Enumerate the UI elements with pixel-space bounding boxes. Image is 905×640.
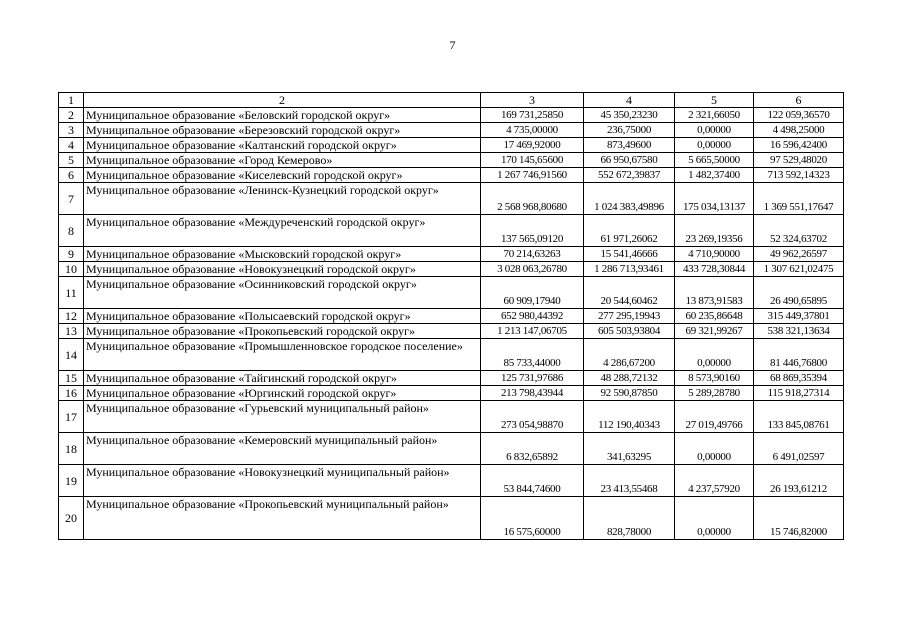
row-number: 15 [59, 371, 84, 386]
value-cell: 4 237,57920 [675, 465, 754, 497]
municipality-name: Муниципальное образование «Междуреченский городской округ» [84, 215, 481, 247]
table-row [59, 123, 844, 138]
value-cell: 170 145,65600 [481, 153, 584, 168]
table-row [59, 324, 844, 339]
table-row [59, 215, 844, 247]
value-cell: 23 413,55468 [584, 465, 675, 497]
table-row [59, 277, 844, 309]
row-number: 6 [59, 168, 84, 183]
row-number: 17 [59, 401, 84, 433]
value-cell: 45 350,23230 [584, 108, 675, 123]
table-row [59, 433, 844, 465]
value-cell: 69 321,99267 [675, 324, 754, 339]
municipality-name: Муниципальное образование «Юргинский городской округ» [84, 386, 481, 401]
value-cell: 652 980,44392 [481, 309, 584, 324]
row-number: 14 [59, 339, 84, 371]
column-header: 4 [584, 93, 675, 108]
value-cell: 0,00000 [675, 138, 754, 153]
value-cell: 66 950,67580 [584, 153, 675, 168]
table-row [59, 465, 844, 497]
value-cell: 0,00000 [675, 497, 754, 540]
value-cell: 538 321,13634 [754, 324, 844, 339]
municipal-table [58, 92, 844, 540]
municipality-name: Муниципальное образование «Прокопьевский муниципальный район» [84, 497, 481, 540]
value-cell: 4 498,25000 [754, 123, 844, 138]
value-cell: 5 289,28780 [675, 386, 754, 401]
row-number: 20 [59, 497, 84, 540]
value-cell: 0,00000 [675, 123, 754, 138]
table-row [59, 138, 844, 153]
value-cell: 115 918,27314 [754, 386, 844, 401]
municipality-name: Муниципальное образование «Новокузнецкий городской округ» [84, 262, 481, 277]
value-cell: 3 028 063,26780 [481, 262, 584, 277]
value-cell: 6 832,65892 [481, 433, 584, 465]
municipality-name: Муниципальное образование «Тайгинский городской округ» [84, 371, 481, 386]
value-cell: 60 235,86648 [675, 309, 754, 324]
value-cell: 433 728,30844 [675, 262, 754, 277]
municipality-name: Муниципальное образование «Гурьевский муниципальный район» [84, 401, 481, 433]
value-cell: 61 971,26062 [584, 215, 675, 247]
value-cell: 0,00000 [675, 339, 754, 371]
value-cell: 15 541,46666 [584, 247, 675, 262]
municipality-name: Муниципальное образование «Полысаевский городской округ» [84, 309, 481, 324]
column-header: 1 [59, 93, 84, 108]
value-cell: 1 369 551,17647 [754, 183, 844, 215]
value-cell: 17 469,92000 [481, 138, 584, 153]
value-cell: 2 321,66050 [675, 108, 754, 123]
value-cell: 315 449,37801 [754, 309, 844, 324]
page-number: 7 [449, 38, 456, 52]
municipality-name: Муниципальное образование «Новокузнецкий муниципальный район» [84, 465, 481, 497]
column-header: 6 [754, 93, 844, 108]
value-cell: 6 491,02597 [754, 433, 844, 465]
table-row [59, 168, 844, 183]
row-number: 16 [59, 386, 84, 401]
value-cell: 27 019,49766 [675, 401, 754, 433]
row-number: 5 [59, 153, 84, 168]
municipality-name: Муниципальное образование «Калтанский городской округ» [84, 138, 481, 153]
value-cell: 1 267 746,91560 [481, 168, 584, 183]
value-cell: 125 731,97686 [481, 371, 584, 386]
value-cell: 873,49600 [584, 138, 675, 153]
municipality-name: Муниципальное образование «Березовский городской округ» [84, 123, 481, 138]
table-row [59, 309, 844, 324]
value-cell: 8 573,90160 [675, 371, 754, 386]
table-row [59, 371, 844, 386]
value-cell: 112 190,40343 [584, 401, 675, 433]
value-cell: 5 665,50000 [675, 153, 754, 168]
municipality-name: Муниципальное образование «Ленинск-Кузнецкий городской округ» [84, 183, 481, 215]
municipality-name: Муниципальное образование «Город Кемерово» [84, 153, 481, 168]
value-cell: 49 962,26597 [754, 247, 844, 262]
value-cell: 4 735,00000 [481, 123, 584, 138]
table-row [59, 247, 844, 262]
value-cell: 0,00000 [675, 433, 754, 465]
value-cell: 68 869,35394 [754, 371, 844, 386]
value-cell: 552 672,39837 [584, 168, 675, 183]
value-cell: 85 733,44000 [481, 339, 584, 371]
table-row [59, 183, 844, 215]
row-number: 2 [59, 108, 84, 123]
value-cell: 23 269,19356 [675, 215, 754, 247]
row-number: 18 [59, 433, 84, 465]
value-cell: 213 798,43944 [481, 386, 584, 401]
row-number: 8 [59, 215, 84, 247]
municipality-name: Муниципальное образование «Киселевский городской округ» [84, 168, 481, 183]
row-number: 9 [59, 247, 84, 262]
value-cell: 828,78000 [584, 497, 675, 540]
value-cell: 26 193,61212 [754, 465, 844, 497]
row-number: 10 [59, 262, 84, 277]
value-cell: 2 568 968,80680 [481, 183, 584, 215]
municipality-name: Муниципальное образование «Прокопьевский городской округ» [84, 324, 481, 339]
table-row [59, 401, 844, 433]
municipality-name: Муниципальное образование «Мысковский городской округ» [84, 247, 481, 262]
value-cell: 1 213 147,06705 [481, 324, 584, 339]
value-cell: 169 731,25850 [481, 108, 584, 123]
value-cell: 1 482,37400 [675, 168, 754, 183]
row-number: 3 [59, 123, 84, 138]
value-cell: 175 034,13137 [675, 183, 754, 215]
value-cell: 341,63295 [584, 433, 675, 465]
value-cell: 236,75000 [584, 123, 675, 138]
value-cell: 16 575,60000 [481, 497, 584, 540]
table-row [59, 339, 844, 371]
value-cell: 26 490,65895 [754, 277, 844, 309]
table-body [59, 93, 844, 540]
value-cell: 1 024 383,49896 [584, 183, 675, 215]
table-row [59, 262, 844, 277]
value-cell: 48 288,72132 [584, 371, 675, 386]
table-header-row [59, 93, 844, 108]
value-cell: 20 544,60462 [584, 277, 675, 309]
value-cell: 713 592,14323 [754, 168, 844, 183]
row-number: 7 [59, 183, 84, 215]
value-cell: 15 746,82000 [754, 497, 844, 540]
value-cell: 70 214,63263 [481, 247, 584, 262]
table-row [59, 108, 844, 123]
value-cell: 52 324,63702 [754, 215, 844, 247]
value-cell: 16 596,42400 [754, 138, 844, 153]
row-number: 12 [59, 309, 84, 324]
municipality-name: Муниципальное образование «Беловский городской округ» [84, 108, 481, 123]
column-header: 2 [84, 93, 481, 108]
row-number: 4 [59, 138, 84, 153]
column-header: 3 [481, 93, 584, 108]
value-cell: 92 590,87850 [584, 386, 675, 401]
value-cell: 137 565,09120 [481, 215, 584, 247]
value-cell: 4 710,90000 [675, 247, 754, 262]
value-cell: 13 873,91583 [675, 277, 754, 309]
value-cell: 133 845,08761 [754, 401, 844, 433]
value-cell: 1 307 621,02475 [754, 262, 844, 277]
value-cell: 273 054,98870 [481, 401, 584, 433]
value-cell: 53 844,74600 [481, 465, 584, 497]
value-cell: 122 059,36570 [754, 108, 844, 123]
table-row [59, 497, 844, 540]
municipality-name: Муниципальное образование «Осинниковский городской округ» [84, 277, 481, 309]
value-cell: 277 295,19943 [584, 309, 675, 324]
row-number: 19 [59, 465, 84, 497]
value-cell: 4 286,67200 [584, 339, 675, 371]
municipality-name: Муниципальное образование «Кемеровский муниципальный район» [84, 433, 481, 465]
municipality-name: Муниципальное образование «Промышленновское городское поселение» [84, 339, 481, 371]
column-header: 5 [675, 93, 754, 108]
table-row [59, 153, 844, 168]
row-number: 11 [59, 277, 84, 309]
row-number: 13 [59, 324, 84, 339]
value-cell: 60 909,17940 [481, 277, 584, 309]
table-row [59, 386, 844, 401]
value-cell: 81 446,76800 [754, 339, 844, 371]
value-cell: 1 286 713,93461 [584, 262, 675, 277]
value-cell: 97 529,48020 [754, 153, 844, 168]
value-cell: 605 503,93804 [584, 324, 675, 339]
